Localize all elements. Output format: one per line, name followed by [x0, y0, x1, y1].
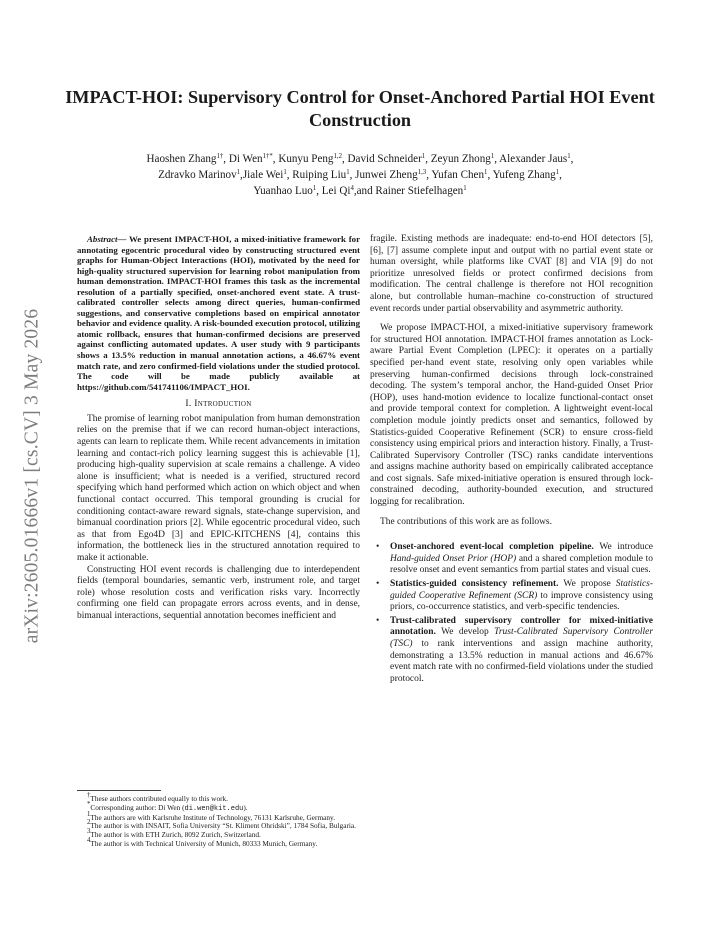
contribution-list [370, 542, 653, 685]
author: Lei Qi$^4$ [321, 185, 354, 197]
intro-paragraph-4: The contributions of this work are as follows. [380, 516, 552, 527]
abstract-text: We present IMPACT-HOI, a mixed-initiative framework for annotating egocentric procedural video by constructing structured event graphs for Human-Object Interactions (HOI), motivated by the need for high-quality structured supervision for learning robot manipulation from human demonstration. IMPACT-HOI frames this task as the incremental resolution of a partially specified, onset-anchored event state. A trust-calibrated controller selects among direct queries, human-confirmed suggestions, and conservative completions based on empirical annotator behavior and evidence quality. A risk-bounded execution protocol, utilizing atomic rollback, ensures that human-confirmed decisions are preserved against conflicting automated updates. A user study with 9 participants shows a 13.5% reduction in manual annotation actions, a 46.67% event match rate, and zero confirmed-field violations under the studied protocol. The code will be made publicly available at https://github.com/541741106/IMPACT_HOI. [77, 234, 360, 392]
author: Yufeng Zhang$^1$ [492, 169, 560, 181]
author: Ruiping Liu$^1$ [292, 169, 350, 181]
abstract: Abstract— We present IMPACT-HOI, a mixed-initiative framework for annotating egocentric procedural video by constructing structured event graphs for Human-Object Interactions (HOI), motivated by the need for high-quality structured supervision for learning robot manipulation from human demonstration. IMPACT-HOI frames this task as the incremental resolution of a partially specified, onset-anchored event state. A trust-calibrated controller selects among direct queries, human-confirmed suggestions, and conservative completions based on empirical annotator behavior and evidence quality. A risk-bounded execution protocol, utilizing atomic rollback, ensures that human-confirmed decisions are preserved against conflicting automated updates. A user study with 9 participants shows a 13.5% reduction in manual annotation actions, a 46.67% event match rate, and zero confirmed-field violations under the studied protocol. The code will be made publicly available at https://github.com/541741106/IMPACT_HOI. [77, 234, 360, 392]
footnote: *Corresponding author: Di Wen (di.wen@kit.edu). [87, 800, 248, 813]
author: Kunyu Peng$^{1,2}$ [278, 153, 342, 165]
intro-paragraph-3: We propose IMPACT-HOI, a mixed-initiative supervisory framework for structured HOI annotation. IMPACT-HOI frames annotation as Lock-aware Partial Event Completion (LPEC): it operates on a partially specified per-hand event state, resolving only open variables while preserving human-confirmed decisions through lock-constrained decoding. The system’s temporal anchor, the Hand-guided Onset Prior (HOP), uses hand-motion evidence to localize functional-contact onset and provide temporal context for completion. A lightweight event-local completion module jointly predicts onset and semantics, followed by Statistics-guided Cooperative Refinement (SCR) to ensure cross-field consistency using empirical priors and interaction history. Finally, a Trust-Calibrated Supervisory Controller (TSC) ranks candidate interventions and assigns machine authority based on empirically calibrated acceptance and cost signals. Safe mixed-initiative operation is ensured through lock-constrained decoding, authority-bounded execution, and structured logging for recalibration. [370, 323, 653, 508]
footnotes [77, 790, 360, 849]
abstract-label: Abstract [87, 234, 118, 244]
bullet-icon: • [376, 542, 380, 553]
author: David Schneider$^1$ [347, 153, 426, 165]
author: Junwei Zheng$^{1,3}$ [355, 169, 427, 181]
footnote: $^3$The author is with ETH Zurich, 8092 Zurich, Switzerland. [87, 828, 261, 840]
email-link[interactable]: di.wen@kit.edu [184, 804, 244, 813]
footnote: †These authors contributed equally to this work. [87, 792, 229, 803]
arxiv-stamp-text: arXiv:2605.01666v1 [cs.CV] 3 May 2026 [21, 308, 42, 644]
author: Jiale Wei$^1$ [242, 169, 287, 181]
author: Yuanhao Luo$^1$ [253, 185, 317, 197]
author: Yufan Chen$^1$ [431, 169, 488, 181]
list-item: • Trust-calibrated supervisory controller for mixed-initiative annotation. We develop Trust-Calibrated Supervisory Controller (TSC) to rank interventions and assign machine authority, demonstrating a 13.5% reduction in manual actions and 46.67% event match rate with no confirmed-field violations under the studied protocol. [376, 615, 654, 684]
section-heading-introduction: I. Introduction [185, 398, 252, 410]
author: Di Wen$^{1\dagger*}$ [228, 153, 273, 165]
list-item: • Statistics-guided consistency refinement. We propose Statistics-guided Cooperative Refinement (SCR) to improve consistency using priors, co-occurrence statistics, and verb-specific tendencies. [376, 579, 654, 613]
bullet-icon: • [376, 615, 380, 626]
bullet-icon: • [376, 579, 380, 590]
intro-paragraph-2-continued: fragile. Existing methods are inadequate: end-to-end HOI detectors [5], [6], [7] assume complete input and output with no partial event state or human oversight, while platforms like CVAT [8] and VIA [9] do not prioritize unresolved fields or protect confirmed decisions from modification. The central challenge is therefore not HOI recognition alone, but controllable human–machine co-construction of structured event records under partial observability and asymmetric authority. [370, 234, 653, 314]
right-column [370, 234, 653, 687]
arxiv-stamp [7, 266, 57, 686]
author: Haoshen Zhang$^{1\dagger}$ [146, 153, 224, 165]
author: Zdravko Marinov$^1$ [158, 169, 241, 181]
author: Alexander Jaus$^1$ [499, 153, 571, 165]
author: Zeyun Zhong$^1$ [430, 153, 495, 165]
paper-title: IMPACT-HOI: Supervisory Control for Onset-Anchored Partial HOI Event Construction [65, 87, 655, 130]
footnote: $^4$The author is with Technical University of Munich, 80333 Munich, Germany. [87, 836, 318, 848]
list-item: • Onset-anchored event-local completion pipeline. We introduce Hand-guided Onset Prior (HOP) and a shared completion module to resolve onset and event semantics from partial states and visual cues. [376, 542, 654, 576]
intro-paragraph-1: The promise of learning robot manipulation from human demonstration relies on the premise that if we can record human-object interactions, agents can learn to replicate them. While recent advancements in imitation learning and contact-rich policy learning suggest this is achievable [1], producing high-quality supervision at scale remains a challenge. A video alone is insufficient; what is needed is a verified, structured record specifying which hand performed which action on which object and when functional contact occurred. This temporal grounding is crucial for conditioning contact-aware reward signals, state-change supervision, and bimanual coordination priors [2]. While egocentric procedural video, such as that from Ego4D [3] and EPIC-KITCHENS [4], contains this information, the bottleneck lies in the structured annotation required to make it actionable. [77, 413, 360, 563]
intro-paragraph-2: Constructing HOI event records is challenging due to interdependent fields (temporal boundaries, semantic verb, instrument role, and target role) whose resolution costs and verification risks vary. Incorrectly confirming one field can propagate errors across events, and in dense, bimanual interactions, sequential annotation becomes inefficient and [77, 564, 360, 621]
footnote: $^2$The author is with INSAIT, Sofia University “St. Kliment Ohridski”, 1784 Sofia, Bulgaria. [87, 819, 356, 831]
left-column [77, 234, 360, 622]
author-list: Haoshen Zhang$^{1\dagger}$, Di Wen$^{1\dagger*}$, Kunyu Peng$^{1,2}$, David Schneider$^1$, Zeyun Zhong$^1$, Alexander Jaus$^1$, Zdravko Marinov$^1$,Jiale Wei$^1$, Ruiping Liu$^1$, Junwei Zheng$^{1,3}$, Yufan Chen$^1$, Yufeng Zhang$^1$, Yuanhao Luo$^1$, Lei Qi$^4$,and Rainer Stiefelhagen$^1$ [146, 153, 574, 197]
author: Rainer Stiefelhagen$^1$ [375, 185, 467, 197]
footnote: $^1$The authors are with Karlsruhe Institute of Technology, 76131 Karlsruhe, Germany. [87, 810, 336, 822]
footnote-rule [77, 790, 161, 791]
